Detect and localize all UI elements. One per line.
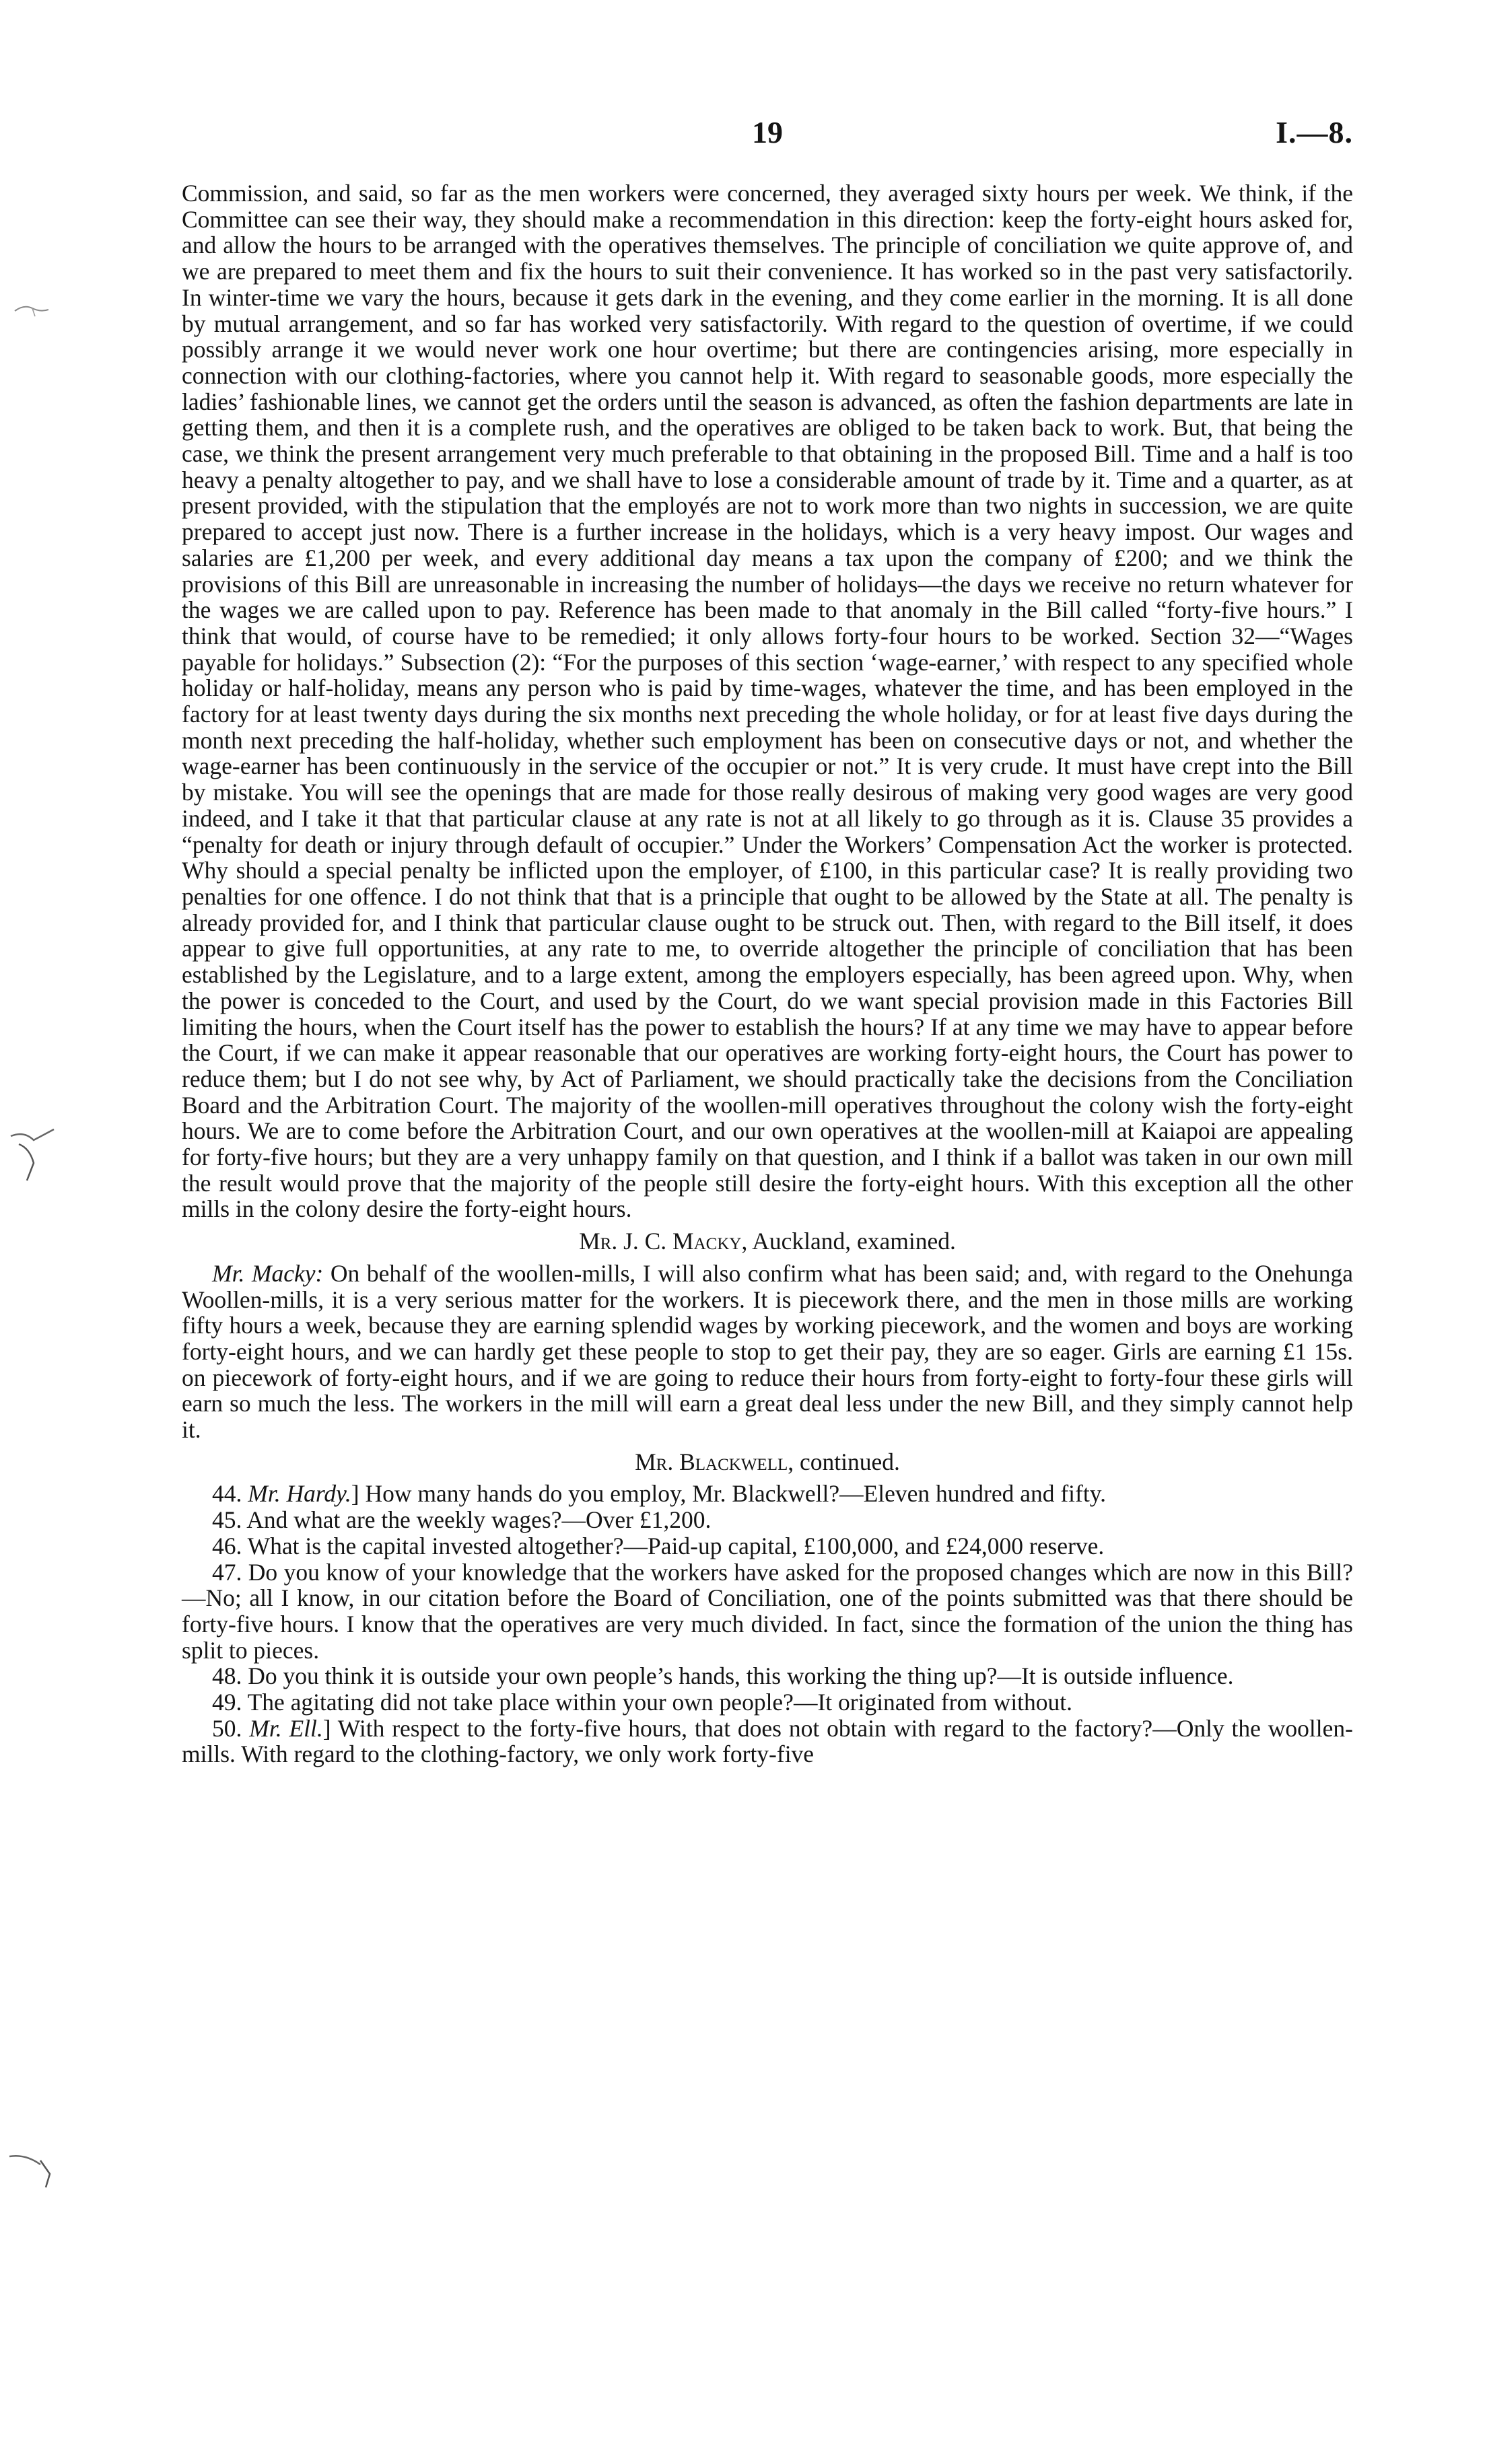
witness-heading-suffix: , Auckland, examined. bbox=[741, 1228, 956, 1255]
question-46: 46. What is the capital invested altogether?—Paid-up capital, £100,000, and £24,000 reserve. bbox=[212, 1532, 1105, 1559]
document-reference: I.—8. bbox=[1276, 115, 1353, 149]
margin-mark bbox=[12, 296, 53, 323]
statement-text: On behalf of the woollen-mills, I will also confirm what has been said; and, with regard to the Onehunga Woollen-mills, it is a very serious matter for the workers. It is piecework there, and the men in those mills are working fifty hours a week, because they are earning splendid wages by working piecework, and the women and boys are working forty-eight hours, and we can hardly get these people to stop to get their pay, they are so eager. Girls are earning £1 15s. on piecework of forty-eight hours, and if we are going to reduce their hours from forty-eight to forty-four these girls will earn so much the less. The workers in the mill will earn a great deal less under the new Bill, and they simply cannot help it. bbox=[182, 1259, 1353, 1444]
page-header bbox=[182, 114, 1353, 162]
document-body bbox=[182, 180, 1353, 1767]
witness-heading-blackwell bbox=[182, 1449, 1353, 1475]
paragraph-blackwell-statement: Commission, and said, so far as the men workers were concerned, they averaged sixty hours per week. We think, if the Committee can see their way, they should make a recommendation in this direction: keep the forty-eight hours asked for, and allow the hours to be arranged with the operatives themselves. The principle of conciliation we quite approve of, and we are prepared to meet them and fix the hours to suit their convenience. It has worked so in the past very satisfactorily. In winter-time we vary the hours, because it gets dark in the evening, and they come earlier in the morning. It is all done by mutual arrangement, and so far has worked very satisfactorily. With regard to the question of overtime, if we could possibly arrange it we would never work one hour overtime; but there are contingencies arising, more especially in connection with our clothing-factories, where you cannot help it. With regard to seasonable goods, more especially the ladies’ fashionable lines, we cannot get the orders until the season is advanced, as often the fashion departments are late in getting them, and then it is a complete rush, and the operatives are obliged to be taken back to work. But, that being the case, we think the present arrangement very much preferable to that obtaining in the proposed Bill. Time and a half is too heavy a penalty altogether to pay, and we shall have to lose a considerable amount of trade by it. Time and a quarter, as at present provided, with the stipulation that the employés are not to work more than two nights in succession, we are quite prepared to accept just now. There is a further increase in the holidays, which is a very heavy impost. Our wages and salaries are £1,200 per week, and every additional day means a tax upon the company of £200; and we think the provisions of this Bill are unreasonable in increasing the number of holidays—the days we receive no return whatever for the wages we are called upon to pay. Reference has been made to that anomaly in the Bill called “forty-five hours.” I think that would, of course have to be remedied; it only allows forty-four hours to be worked. Section 32—“Wages payable for holidays.” Subsection (2): “For the purposes of this section ‘wage-earner,’ with respect to any specified whole holiday or half-holiday, means any person who is paid by time-wages, whatever the time, and has been employed in the factory for at least twenty days during the six months next preceding the whole holiday, or for at least five days during the month next preceding the half-holiday, whether such employment has been on consecutive days or not, and whether the wage-earner has been continuously in the service of the occupier or not.” It is very crude. It must have crept into the Bill by mistake. You will see the openings that are made for those really desirous of making very good wages are very good indeed, and I take it that that particular clause at any rate is not at all likely to go through as it is. Clause 35 provides a “penalty for death or injury through default of occupier.” Under the Workers’ Compensation Act the worker is protected. Why should a special penalty be inflicted upon the employer, of £100, in this particular case? It is really providing two penalties for one offence. I do not think that that is a principle that ought to be allowed by the State at all. The penalty is already provided for, and I think that particular clause ought to be struck out. Then, with regard to the Bill itself, it does appear to give full opportunities, at any rate to me, to override altogether the principle of conciliation that has been established by the Legislature, and to a large extent, among the employers especially, has been agreed upon. Why, when the power is conceded to the Court, and used by the Court, do we want special provision made in this Factories Bill limiting the hours, when the Court itself has the power to establish the hours? If at any time we may have to appear before the Court, if we can make it appear reasonable that our operatives are working forty-eight hours, the Court has power to reduce them; but I do not see why, by Act of Parliament, we should practically take the decisions from the Conciliation Board and the Arbitration Court. The majority of the woollen-mill operatives throughout the colony wish the forty-eight hours. We are to come before the Arbitration Court, and our own operatives at the woollen-mill at Kaiapoi are appealing for forty-five hours; but they are a very unhappy family on that question, and I think if a ballot was taken in our own mill the result would prove that the majority of the people still desire the forty-eight hours. With this exception all the other mills in the colony desire the forty-eight hours. bbox=[182, 180, 1353, 1223]
question-text: ] With respect to the forty-five hours, that does not obtain with regard to the factory?—Only the woollen-mills. With regard to the clothing-factory, we only work forty-five bbox=[182, 1714, 1353, 1768]
page-number: 19 bbox=[752, 115, 783, 149]
question-45: 45. And what are the weekly wages?—Over £1,200. bbox=[212, 1506, 712, 1534]
speaker-label: Mr. Ell. bbox=[249, 1714, 323, 1742]
margin-mark bbox=[7, 1124, 61, 1185]
witness-name: Mr. Blackwell bbox=[635, 1448, 788, 1475]
margin-mark bbox=[7, 2147, 61, 2194]
question-48: 48. Do you think it is outside your own people’s hands, this working the thing up?—It is outside influence. bbox=[212, 1662, 1234, 1690]
question-50 bbox=[182, 1716, 1353, 1767]
witness-name: Mr. J. C. Macky bbox=[579, 1228, 742, 1255]
question-number: 44. bbox=[212, 1480, 248, 1508]
question-49: 49. The agitating did not take place within your own people?—It originated from without. bbox=[212, 1689, 1073, 1716]
question-44 bbox=[182, 1481, 1353, 1507]
question-number: 50. bbox=[212, 1714, 250, 1742]
question-text: ] How many hands do you employ, Mr. Blackwell?—Eleven hundred and fifty. bbox=[351, 1480, 1107, 1508]
speaker-label: Mr. Hardy. bbox=[248, 1480, 351, 1508]
witness-heading-suffix: , continued. bbox=[788, 1448, 900, 1475]
question-47: 47. Do you know of your knowledge that the workers have asked for the proposed changes which are now in this Bill?—No; all I know, in our citation before the Board of Conciliation, one of the points submitted was that there should be forty-five hours. I know that the operatives are very much divided. In fact, since the formation of the union the thing has split to pieces. bbox=[182, 1558, 1353, 1664]
speaker-label: Mr. Macky: bbox=[212, 1259, 324, 1287]
paragraph-macky-statement bbox=[182, 1261, 1353, 1443]
witness-heading-macky bbox=[182, 1228, 1353, 1255]
